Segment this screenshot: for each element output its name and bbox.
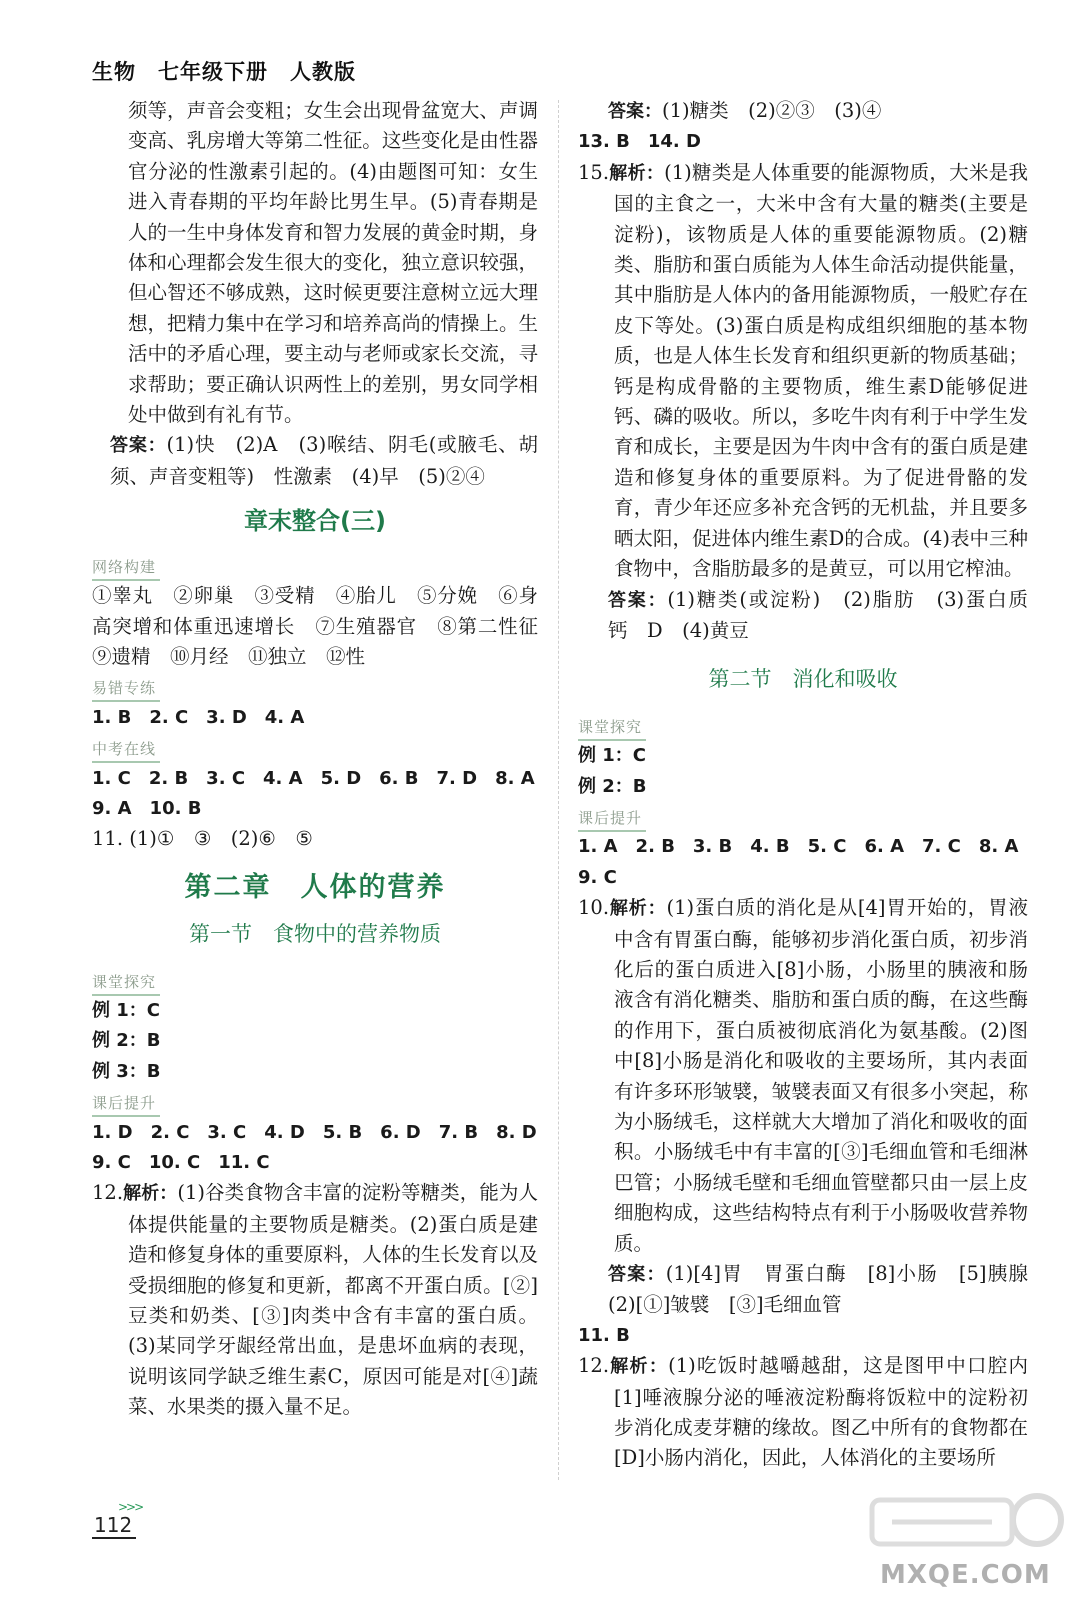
- exam-answers-1: 1. C 2. B 3. C 4. A 5. D 6. B 7. D 8. A: [92, 767, 535, 789]
- answer-text: (1)快 (2)A (3)喉结、阴毛(或腋毛、胡须、声音变粗等) 性激素 (4)早 (5)②④: [110, 433, 539, 488]
- after-answers-2: 9. C: [578, 866, 617, 888]
- chapter-title: 第二章 人体的营养: [184, 871, 446, 903]
- exam-answers-2: 9. A 10. B: [92, 797, 202, 819]
- analysis-label: 解析：: [123, 1183, 178, 1205]
- answer-block-3: [578, 1259, 1048, 1321]
- tag-class-explore: 课堂探究: [578, 715, 646, 741]
- answer-label: 答案：: [608, 589, 668, 611]
- analysis-text: (1)糖类是人体重要的能源物质，大米是我国的主食之一，大米中含有大量的糖类(主要是淀粉)，该物质是人体的重要能源物质。(2)糖类、脂肪和蛋白质能为人体生命活动提供能量，其中脂肪是人体内的备用能源物质，一般贮存在皮下等处。(3)蛋白质是构成组织细胞的基本物质，也是人体生长发育和组织更新的物质基础；钙是构成骨骼的主要物质，维生素D能够促进钙、磷的吸收。所以，多吃牛肉有利于中学生发育和成长，主要是因为牛肉中含有的蛋白质是建造和修复身体的重要原料。为了促进骨骼的发育，青少年还应多补充含钙的无机盐，并且要多晒太阳，促进体内维生素D的合成。(4)表中三种食物中，含脂肪最多的是黄豆，可以用它榨油。: [614, 160, 1029, 581]
- after-answers-2: 9. C 10. C 11. C: [92, 1152, 270, 1173]
- running-header: 生物 七年级下册 人教版: [92, 60, 356, 84]
- example-2: 例 2：B: [92, 1030, 161, 1052]
- tag-network: 网络构建: [92, 555, 160, 581]
- left-column: [92, 96, 558, 1423]
- answer-text: (1)[4]胃 胃蛋白酶 [8]小肠 [5]胰腺 (2)[①]皱襞 [③]毛细血管: [608, 1262, 1048, 1317]
- answer-11: 11. B: [578, 1324, 630, 1346]
- exam-answers-3: 11. (1)① ③ (2)⑥ ⑤: [92, 827, 313, 851]
- question-number: 12.: [92, 1181, 124, 1205]
- answers-13-14: 13. B 14. D: [578, 131, 701, 153]
- question-number: 15.: [578, 160, 610, 184]
- tag-after-class: 课后提升: [578, 806, 646, 832]
- analysis-text: (1)谷类食物含丰富的淀粉等糖类，能为人体提供能量的主要物质是糖类。(2)蛋白质是建造和修复身体的重要原料，人体的生长发育以及受损细胞的修复和更新，都离不开蛋白质。[②]豆类和奶类、[③]肉类中含有丰富的蛋白质。(3)某同学牙龈经常出血，是患坏血病的表现，说明该同学缺乏维生素C，原因可能是对[④]蔬菜、水果类的摄入量不足。: [128, 1181, 539, 1419]
- after-answers-1: 1. D 2. C 3. C 4. D 5. B 6. D 7. B 8. D: [92, 1121, 537, 1143]
- answer-label: 答案：: [608, 101, 662, 122]
- answer-text: (1)糖类(或淀粉) (2)脂肪 (3)蛋白质 钙 D (4)黄豆: [608, 587, 1048, 642]
- lesson-title: 第一节 食物中的营养物质: [189, 922, 441, 947]
- analysis-continuation: 须等，声音会变粗；女生会出现骨盆宽大、声调变高、乳房增大等第二性征。这些变化是由性器官分泌的性激素引起的。(4)由题图可知：女生进入青春期的平均年龄比男生早。(5)青春期是人的一生中身体发育和智力发展的黄金时期，身体和心理都会发生很大的变化，独立意识较强，但心智还不够成熟，这时候更要注意树立远大理想，把精力集中在学习和培养高尚的情操上。生活中的矛盾心理，要主动与老师或家长交流，寻求帮助；要正确认识两性上的差别，男女同学相处中做到有礼有节。: [128, 99, 538, 427]
- example-3: 例 3：B: [92, 1060, 161, 1082]
- section-title: 章末整合(三): [244, 507, 386, 536]
- question-12-analysis: [578, 1351, 1028, 1474]
- example-2: 例 2：B: [578, 775, 647, 797]
- network-text: ①睾丸 ②卵巢 ③受精 ④胎儿 ⑤分娩 ⑥身高突增和体重迅速增长 ⑦生殖器官 ⑧第二性征 ⑨遗精 ⑩月经 ⑪独立 ⑫性: [92, 584, 558, 668]
- mistakes-answers: 1. B 2. C 3. D 4. A: [92, 706, 305, 728]
- page-arrows-icon: >>>: [118, 1500, 143, 1514]
- analysis-label: 解析：: [609, 162, 665, 184]
- example-1: 例 1：C: [92, 999, 161, 1021]
- column-divider: [558, 100, 559, 1480]
- answer-block-1: [578, 96, 1028, 127]
- tag-exam: 中考在线: [92, 737, 160, 763]
- tag-mistakes: 易错专练: [92, 676, 160, 702]
- analysis-text: (1)吃饭时越嚼越甜，这是图甲中口腔内[1]唾液腺分泌的唾液淀粉酶将饭粒中的淀粉初步消化成麦芽糖的缘故。图乙中所有的食物都在[D]小肠内消化，因此，人体消化的主要场所: [614, 1354, 1029, 1470]
- answer-block: [92, 430, 538, 492]
- analysis-label: 解析：: [609, 1356, 669, 1378]
- analysis-label: 解析：: [609, 898, 667, 920]
- right-column: [578, 96, 1048, 1474]
- answer-block-2: [578, 585, 1048, 647]
- after-answers-1: 1. A 2. B 3. B 4. B 5. C 6. A 7. C 8. A: [578, 836, 1019, 858]
- question-10-analysis: [578, 893, 1028, 1259]
- watermark-text: MXQE.COM: [880, 1560, 1051, 1590]
- answer-text: (1)糖类 (2)②③ (3)④: [662, 99, 882, 122]
- answer-label: 答案：: [608, 1264, 666, 1286]
- analysis-text: (1)蛋白质的消化是从[4]胃开始的，胃液中含有胃蛋白酶，能够初步消化蛋白质，初步消化后的蛋白质进入[8]小肠，小肠里的胰液和肠液含有消化糖类、脂肪和蛋白质的酶，在这些酶的作用下，蛋白质被彻底消化为氨基酸。(2)图中[8]小肠是消化和吸收的主要场所，其内表面有许多环形皱襞，皱襞表面又有很多小突起，称为小肠绒毛，这样就大大增加了消化和吸收的面积。小肠绒毛中有丰富的[③]毛细血管和毛细淋巴管；小肠绒毛壁和毛细血管壁都只由一层上皮细胞构成，这些结构特点有利于小肠吸收营养物质。: [614, 896, 1029, 1255]
- example-1: 例 1：C: [578, 745, 647, 767]
- question-number: 10.: [578, 896, 610, 920]
- tag-class-explore: 课堂探究: [92, 970, 160, 996]
- answer-label: 答案：: [110, 435, 167, 457]
- question-number: 12.: [578, 1354, 610, 1378]
- lesson-title: 第二节 消化和吸收: [708, 667, 898, 692]
- question-15-analysis: [578, 158, 1028, 585]
- tag-after-class: 课后提升: [92, 1091, 160, 1117]
- page-number: 112: [92, 1513, 136, 1539]
- question-12-analysis: [92, 1178, 538, 1422]
